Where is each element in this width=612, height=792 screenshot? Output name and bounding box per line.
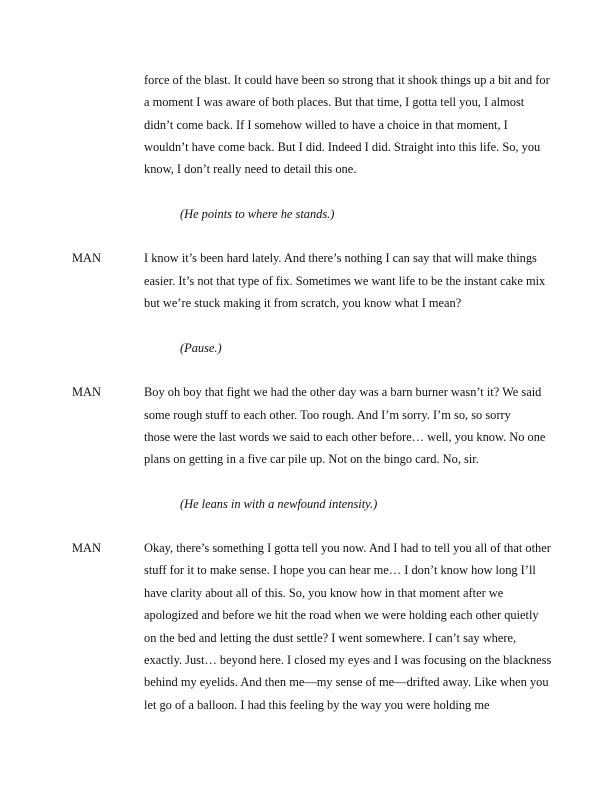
dialogue-line: but we’re stuck making it from scratch, you know what I mean? (144, 296, 462, 310)
dialogue-line: behind my eyelids. And then me—my sense of me—drifted away. Like when you (144, 675, 549, 689)
dialogue-line: force of the blast. It could have been so strong that it shook things up a bit and for (144, 73, 550, 87)
stage-direction: (Pause.) (180, 341, 222, 355)
dialogue-line: easier. It’s not that type of fix. Sometimes we want life to be the instant cake mix (144, 274, 546, 288)
dialogue-line: didn’t come back. If I somehow willed to have a choice in that moment, I (144, 118, 508, 132)
dialogue-line: apologized and before we hit the road when we were holding each other quietly (144, 608, 539, 622)
dialogue-line: Boy oh boy that fight we had the other day was a barn burner wasn’t it? We said (144, 385, 542, 399)
dialogue-line: know, I don’t really need to detail this one. (144, 162, 357, 176)
character-name: MAN (72, 251, 101, 265)
dialogue-line: wouldn’t have come back. But I did. Indeed I did. Straight into this life. So, you (144, 140, 541, 154)
dialogue-line: those were the last words we said to each other before… well, you know. No one (144, 430, 546, 444)
stage-direction: (He leans in with a newfound intensity.) (180, 497, 378, 511)
dialogue-line: plans on getting in a five car pile up. Not on the bingo card. No, sir. (144, 452, 479, 466)
stage-direction: (He points to where he stands.) (180, 207, 335, 221)
dialogue-line: exactly. Just… beyond here. I closed my eyes and I was focusing on the blackness (144, 653, 552, 667)
dialogue-line: some rough stuff to each other. Too rough. And I’m sorry. I’m so, so sorry (144, 408, 511, 422)
dialogue-line: Okay, there’s something I gotta tell you now. And I had to tell you all of that other (144, 541, 551, 555)
dialogue-line: have clarity about all of this. So, you know how in that moment after we (144, 586, 504, 600)
dialogue-line: stuff for it to make sense. I hope you can hear me… I don’t know how long I’ll (144, 563, 536, 577)
dialogue-line: I know it’s been hard lately. And there’s nothing I can say that will make things (144, 251, 537, 265)
dialogue-line: let go of a balloon. I had this feeling by the way you were holding me (144, 698, 490, 712)
dialogue-line: a moment I was aware of both places. But that time, I gotta tell you, I almost (144, 95, 525, 109)
character-name: MAN (72, 541, 101, 555)
character-name: MAN (72, 385, 101, 399)
dialogue-line: on the bed and letting the dust settle? I went somewhere. I can’t say where, (144, 631, 517, 645)
